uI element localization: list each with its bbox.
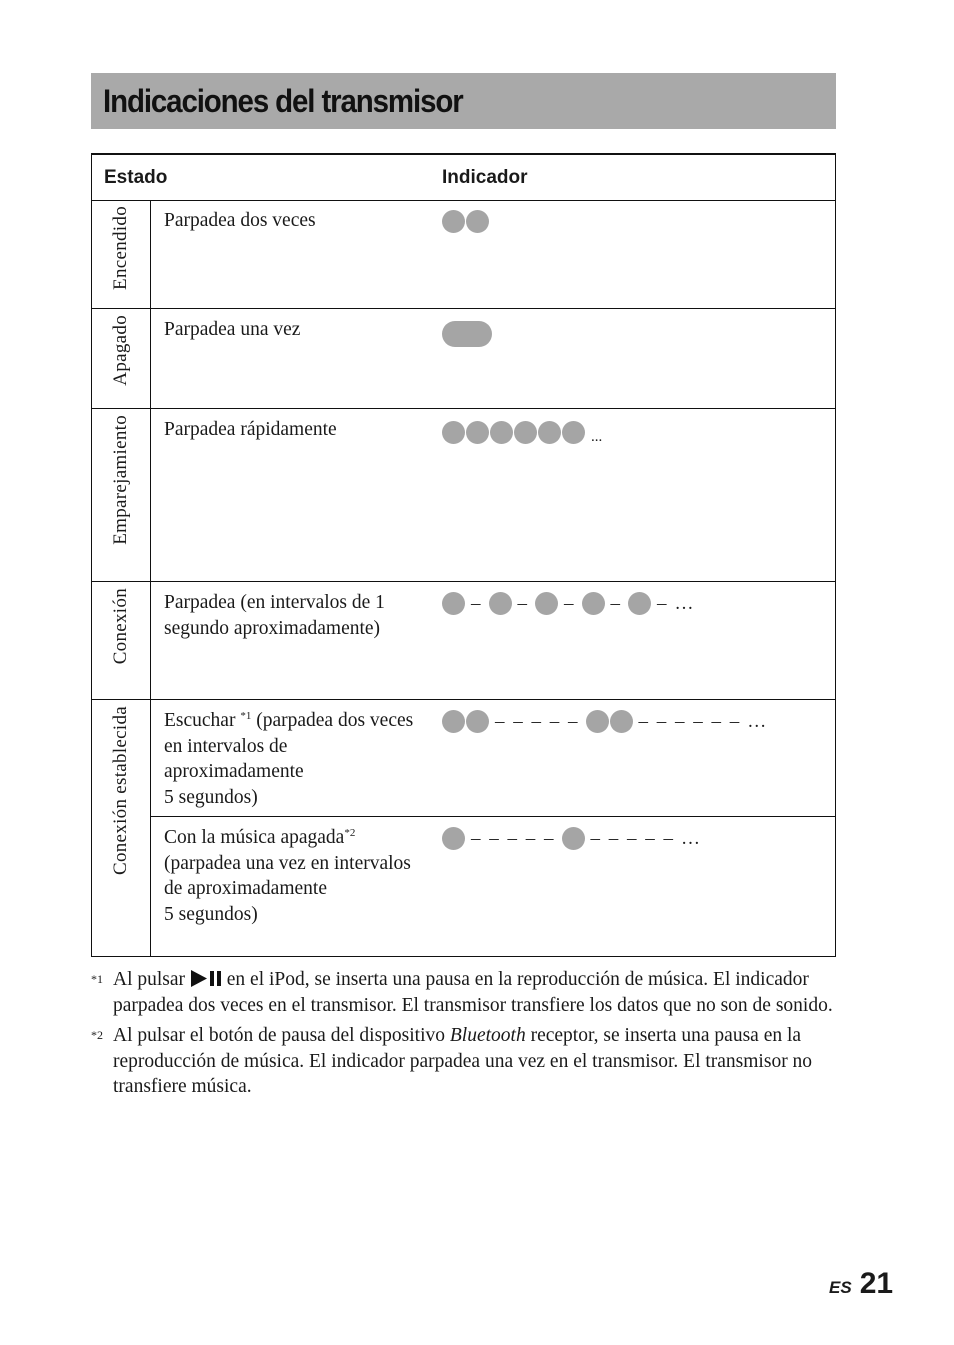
table-row [151,309,835,408]
header-estado: Estado [104,167,168,188]
led-dot-icon [535,592,558,615]
led-dot-icon [562,421,585,444]
ellipsis: … [674,592,694,614]
ellipsis: … [747,710,767,732]
footnote-ref: *1 [240,710,252,722]
footnote-text [113,967,836,1018]
table-row [151,817,835,957]
led-dot-icon [586,710,609,733]
ellipsis: ... [591,429,603,445]
dashes: – – – – – [590,827,675,849]
led-dot-icon [489,592,512,615]
group-conexion-establecida [92,700,835,957]
play-pause-icon [190,970,222,987]
group-label [92,409,151,581]
dash: – [564,592,576,614]
indicator-single-blink-interval [442,827,700,850]
state-text-pre: Con la música apagada [164,827,345,848]
footnote-1 [91,967,836,1018]
language-code: ES [829,1278,852,1297]
state-text-post: (parpadea dos veces en intervalos de aproximadamente [164,710,414,782]
table-row [151,200,835,308]
led-dot-icon [442,210,465,233]
led-dot-icon [538,421,561,444]
footnote-2 [91,1023,836,1100]
state-text [164,708,429,810]
state-text: Parpadea dos veces [164,210,316,231]
group-label-text: Conexión establecida [110,706,131,876]
group-label-text: Encendido [110,206,131,290]
state-text: Parpadea una vez [164,319,301,340]
dashes: – – – – – [495,710,580,732]
led-sequence [442,421,585,444]
footnote-text-post: en el iPod, se inserta una pausa en la reproducción de música. El indicador parpadea dos veces en el transmisor. El transmisor transfiere los datos que no son de sonido. [113,969,833,1016]
led-pair [442,710,489,733]
led-dot-icon [442,827,465,850]
footnote-text-pre: Al pulsar [113,969,190,990]
footnotes [91,967,836,1105]
led-dot-icon [442,421,465,444]
state-text-last: 5 segundos) [164,786,258,808]
page-number [829,1267,893,1301]
indicator-double-blink-interval [442,710,766,733]
group-label [92,200,151,308]
bluetooth-term: Bluetooth [449,1025,526,1046]
group-apagado [92,309,835,409]
footnote-mark: *1 [91,972,103,986]
led-pair [586,710,633,733]
ellipsis: … [681,827,700,849]
led-dot-icon [442,592,465,615]
group-conexion [92,582,835,700]
group-encendido [92,200,835,309]
group-label-text: Emparejamiento [110,415,131,545]
indicator-double-blink [442,210,489,233]
indicator-table [91,153,836,957]
led-dot-icon [490,421,513,444]
table-row [151,582,835,699]
header-indicador: Indicador [442,167,528,188]
page-number-value: 21 [859,1267,894,1300]
footnote-text-post: receptor, se inserta una pausa en la reproducción de música. El indicador parpadea una vez en el transmisor. El transmisor no transfiere música. [113,1025,813,1097]
group-label-text: Apagado [110,315,131,386]
footnote-text [113,1023,836,1100]
led-dot-icon [562,827,585,850]
table-header [92,155,835,201]
dash: – [657,592,669,614]
group-emparejamiento [92,409,835,582]
led-long-blink-icon [442,321,492,347]
footnote-ref: *2 [344,827,356,839]
table-row [151,700,835,817]
state-text: Parpadea (en intervalos de 1 segundo aproximadamente) [164,592,385,639]
footnote-mark: *2 [91,1028,103,1042]
indicator-single-blink [442,321,492,347]
indicator-interval-blink [442,592,694,615]
footnote-text-pre: Al pulsar el botón de pausa del dispositivo [113,1025,450,1046]
led-dot-icon [466,710,489,733]
dashes: – – – – – [471,827,556,849]
group-label [92,309,151,408]
state-text-last: 5 segundos) [164,903,258,925]
dash: – [517,592,529,614]
led-dot-icon [442,710,465,733]
led-dot-icon [514,421,537,444]
group-label [92,582,151,699]
dashes: – – – – – – [638,710,742,732]
led-pair [442,210,489,233]
led-dot-icon [628,592,651,615]
led-dot-icon [610,710,633,733]
group-label [92,700,151,957]
led-dot-icon [582,592,605,615]
dash: – [610,592,622,614]
page-title: Indicaciones del transmisor [103,82,463,119]
group-label-text: Conexión [110,588,131,665]
section-title-bar [91,73,836,129]
indicator-rapid-blink [442,419,602,446]
table-row [151,409,835,581]
state-text-pre: Escuchar [164,710,241,731]
state-text: Parpadea rápidamente [164,419,337,440]
led-dot-icon [466,421,489,444]
dash: – [471,592,483,614]
state-text-post: (parpadea una vez en intervalos de aproximadamente [164,852,411,899]
state-text [164,825,429,927]
led-dot-icon [466,210,489,233]
